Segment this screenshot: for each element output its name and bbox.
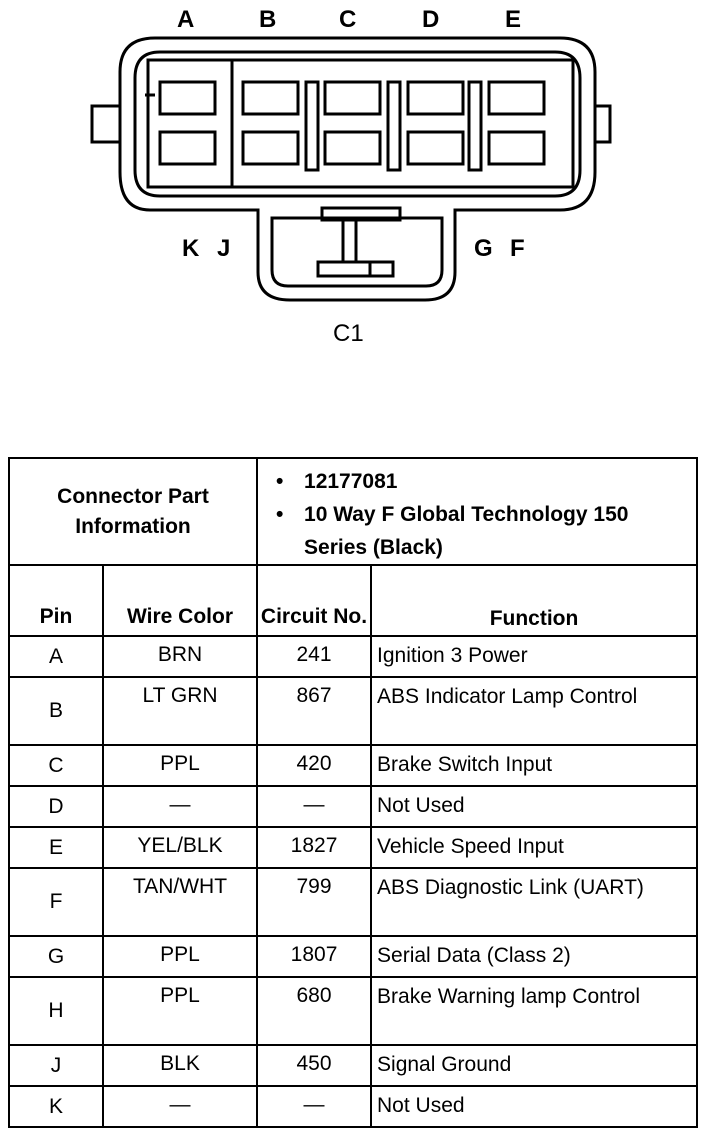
circuit-cell: 1827	[257, 827, 371, 868]
pin-label-j: J	[217, 235, 231, 262]
pin-cell: J	[9, 1045, 103, 1086]
table-row	[9, 677, 697, 745]
pin-cell: G	[9, 936, 103, 977]
pin-label-k: K	[182, 235, 200, 262]
pin-cavity	[160, 82, 215, 114]
circuit-cell: 420	[257, 745, 371, 786]
divider-bar	[388, 82, 400, 170]
table-row	[9, 745, 697, 786]
circuit-cell: 1807	[257, 936, 371, 977]
divider-bar	[469, 82, 481, 170]
table-row	[9, 827, 697, 868]
divider-bar	[306, 82, 318, 170]
pin-cavity	[489, 132, 544, 164]
pin-cavity	[408, 132, 463, 164]
pinout-table	[8, 457, 698, 1128]
circuit-cell: 867	[257, 677, 371, 745]
circuit-cell: —	[257, 1086, 371, 1127]
table-row	[9, 936, 697, 977]
table-row	[9, 1086, 697, 1127]
pin-cell: E	[9, 827, 103, 868]
function-cell: Serial Data (Class 2)	[371, 936, 697, 977]
pin-cell: C	[9, 745, 103, 786]
function-cell: Brake Switch Input	[371, 745, 697, 786]
pin-cell: K	[9, 1086, 103, 1127]
pin-label-f: F	[510, 235, 525, 262]
function-cell: Vehicle Speed Input	[371, 827, 697, 868]
connector-inner-shell	[135, 52, 580, 196]
table-row	[9, 868, 697, 936]
table-row	[9, 1045, 697, 1086]
pin-cavity	[408, 82, 463, 114]
pin-cavity	[160, 132, 215, 164]
function-cell: ABS Diagnostic Link (UART)	[371, 868, 697, 936]
right-latch-ear	[595, 106, 610, 142]
wire-color-cell: BLK	[103, 1045, 257, 1086]
pin-label-b: B	[259, 6, 277, 33]
pin-label-a: A	[177, 6, 195, 33]
function-cell: Not Used	[371, 786, 697, 827]
connector-diagram	[0, 0, 704, 360]
part-info-row	[9, 458, 697, 565]
function-cell: Not Used	[371, 1086, 697, 1127]
pin-cavity	[489, 82, 544, 114]
function-cell: Brake Warning lamp Control	[371, 977, 697, 1045]
header-wire-color: Wire Color	[103, 565, 257, 636]
header-pin: Pin	[9, 565, 103, 636]
pin-cavity	[243, 132, 298, 164]
pin-label-c: C	[339, 6, 357, 33]
pin-cell: F	[9, 868, 103, 936]
circuit-cell: 799	[257, 868, 371, 936]
wire-color-cell: BRN	[103, 636, 257, 677]
pin-cell: D	[9, 786, 103, 827]
latch-stem	[343, 220, 356, 262]
pin-cavity	[325, 82, 380, 114]
wire-color-cell: LT GRN	[103, 677, 257, 745]
table-row	[9, 977, 697, 1045]
pin-cell: H	[9, 977, 103, 1045]
column-header-row	[9, 565, 697, 636]
left-latch-ear	[92, 106, 120, 142]
part-info-cell	[257, 458, 697, 565]
circuit-cell: 680	[257, 977, 371, 1045]
wire-color-cell: PPL	[103, 977, 257, 1045]
function-cell: Signal Ground	[371, 1045, 697, 1086]
latch-foot	[318, 262, 393, 276]
pin-label-e: E	[505, 6, 522, 33]
circuit-cell: 450	[257, 1045, 371, 1086]
wire-color-cell: PPL	[103, 936, 257, 977]
function-cell: Ignition 3 Power	[371, 636, 697, 677]
circuit-cell: 241	[257, 636, 371, 677]
pin-cell: B	[9, 677, 103, 745]
connector-part-label: Connector Part Information	[9, 458, 257, 565]
pin-label-g: G	[474, 235, 493, 262]
part-number: • 12177081	[304, 465, 690, 498]
wire-color-cell: TAN/WHT	[103, 868, 257, 936]
connector-name: C1	[333, 320, 364, 347]
wire-color-cell: YEL/BLK	[103, 827, 257, 868]
pin-label-d: D	[422, 6, 440, 33]
cavity-frame	[148, 60, 573, 187]
connector-drawing	[0, 0, 704, 360]
table-row	[9, 786, 697, 827]
pin-cavity	[243, 82, 298, 114]
pin-cell: A	[9, 636, 103, 677]
circuit-cell: —	[257, 786, 371, 827]
wire-color-cell: —	[103, 786, 257, 827]
wire-color-cell: —	[103, 1086, 257, 1127]
function-cell: ABS Indicator Lamp Control	[371, 677, 697, 745]
pin-cavity	[325, 132, 380, 164]
header-function: Function	[371, 565, 697, 636]
table-row	[9, 636, 697, 677]
header-circuit-no: Circuit No.	[257, 565, 371, 636]
pin-rows	[9, 636, 697, 1127]
wire-color-cell: PPL	[103, 745, 257, 786]
part-description: • 10 Way F Global Technology 150 Series (Black)	[304, 498, 690, 564]
